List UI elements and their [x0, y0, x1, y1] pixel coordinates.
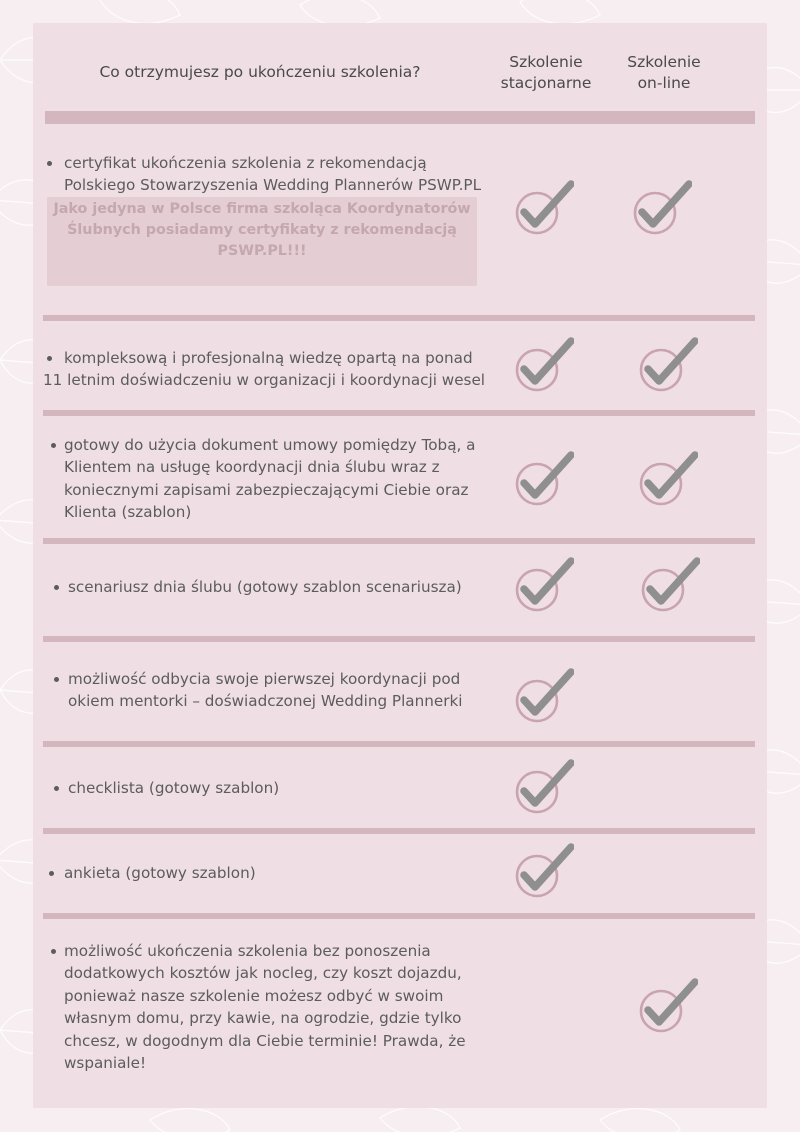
highlight-line: PSWP.PL!!! [217, 243, 307, 259]
item-line: ponieważ nasze szkolenie możesz odbyć w swoim [64, 986, 444, 1005]
row-divider [43, 828, 755, 834]
check-circle-icon [638, 557, 700, 617]
item-line: chcesz, w dogodnym dla Ciebie terminie! Prawda, że [64, 1031, 466, 1050]
item-line: scenariusz dnia ślubu (gotowy szablon scenariusza) [68, 578, 462, 596]
item-line: Polskiego Stowarzyszenia Wedding Plannerów PSWP.PL [64, 176, 482, 195]
item-line: 11 letnim doświadczeniu w organizacji i koordynacji wesel [43, 371, 486, 390]
item-line: certyfikat ukończenia szkolenia z rekomendacją [64, 154, 427, 172]
check-circle-icon [512, 451, 574, 511]
highlight-note [47, 199, 477, 262]
row-divider [43, 636, 755, 642]
bullet [54, 585, 59, 590]
item-line: kompleksową i profesjonalną wiedzę opartą na ponad [64, 349, 473, 367]
highlight-line: Ślubnych posiadamy certyfikaty z rekomendacją [67, 222, 457, 238]
check-circle-icon [636, 451, 698, 511]
check-circle-icon [512, 337, 574, 397]
item-line: checklista (gotowy szablon) [68, 779, 280, 797]
check-circle-icon [512, 843, 574, 903]
check-circle-icon [512, 557, 574, 617]
item-line: gotowy do użycia dokument umowy pomiędzy Tobą, a [64, 436, 476, 454]
item-line: Klienta (szablon) [64, 503, 192, 522]
item-line: ankieta (gotowy szablon) [64, 864, 256, 882]
row-divider [43, 913, 755, 919]
item-line: możliwość odbycia swoje pierwszej koordynacji pod [68, 670, 461, 688]
column-header-stationary-line2: stacjonarne [500, 74, 592, 92]
item-checklist [68, 777, 279, 799]
column-header-online-line1: Szkolenie [627, 53, 701, 71]
check-circle-icon [512, 180, 574, 240]
row-divider [43, 315, 755, 321]
column-header-online-line2: on-line [637, 74, 691, 92]
row-divider [43, 410, 755, 416]
bullet [47, 161, 52, 166]
row-divider [43, 538, 755, 544]
header-question: Co otrzymujesz po ukończeniu szkolenia? [99, 63, 421, 81]
item-scenario [68, 576, 462, 598]
column-header-online [604, 52, 724, 94]
check-circle-icon [636, 978, 698, 1038]
item-no-extra-costs [64, 940, 466, 1074]
item-mentored-coordination [68, 668, 462, 713]
item-line: wspaniale! [64, 1054, 147, 1073]
highlight-line: Jako jedyna w Polsce firma szkoląca Koordynatorów [53, 201, 471, 217]
bullet [49, 871, 54, 876]
check-circle-icon [636, 337, 698, 397]
bullet [51, 443, 56, 448]
item-survey [64, 862, 256, 884]
header-divider [45, 111, 755, 124]
item-certificate [64, 152, 481, 197]
column-header-stationary-line1: Szkolenie [509, 53, 583, 71]
item-line: okiem mentorki – doświadczonej Wedding Plannerki [68, 692, 463, 711]
item-line: koniecznymi zapisami zabezpieczającymi Ciebie oraz [64, 480, 469, 499]
bullet [54, 677, 59, 682]
bullet [51, 949, 56, 954]
bullet [47, 356, 52, 361]
item-knowledge [43, 347, 486, 392]
item-line: możliwość ukończenia szkolenia bez ponoszenia [64, 942, 431, 960]
item-line: Klientem na usługę koordynacji dnia ślubu wraz z [64, 458, 440, 477]
row-divider [43, 741, 755, 747]
column-header-stationary [486, 52, 606, 94]
item-line: własnym domu, przy kawie, na ogrodzie, gdzie tylko [64, 1009, 462, 1028]
check-circle-icon [630, 180, 692, 240]
check-circle-icon [512, 668, 574, 728]
item-contract-template [64, 434, 475, 524]
check-circle-icon [512, 759, 574, 819]
item-line: dodatkowych kosztów jak nocleg, czy koszt dojazdu, [64, 964, 462, 983]
bullet [54, 786, 59, 791]
